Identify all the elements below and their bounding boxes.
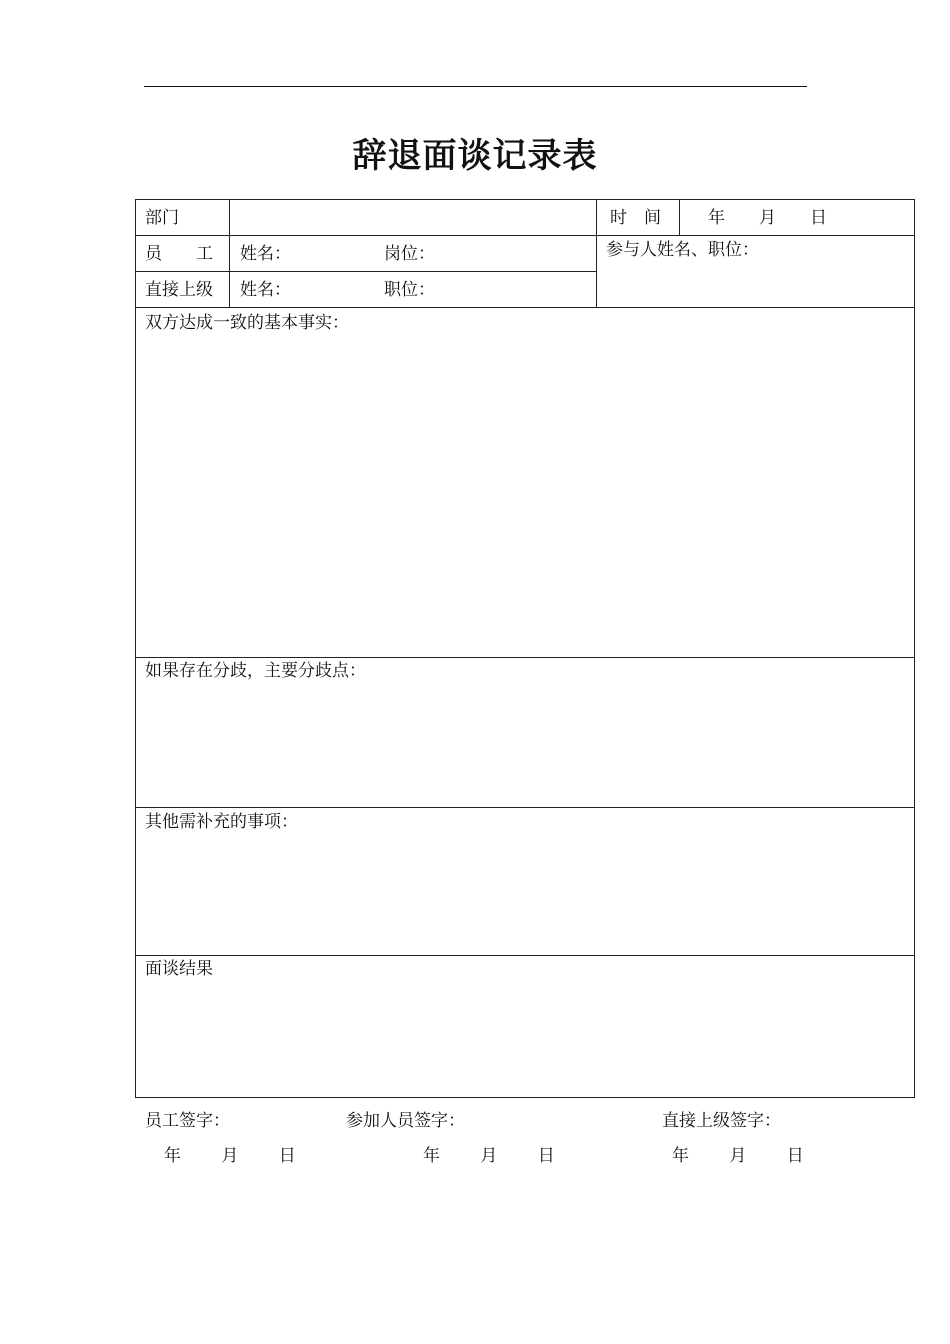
time-label-cell [596, 199, 680, 236]
supervisor-label-cell [135, 271, 230, 308]
participants-cell[interactable] [596, 235, 915, 308]
result-section[interactable] [135, 955, 915, 1098]
dept-label: 部门 [145, 208, 179, 228]
employee-label: 员 工 [145, 244, 213, 264]
result-label: 面谈结果 [145, 959, 213, 979]
employee-post-label: 岗位： [384, 244, 435, 264]
disagreement-label: 如果存在分歧，主要分歧点： [145, 661, 366, 681]
facts-section[interactable] [135, 307, 915, 658]
date-input-cell[interactable] [679, 199, 915, 236]
supplement-section[interactable] [135, 807, 915, 956]
participants-signature-label: 参加人员签字： [346, 1111, 465, 1131]
supervisor-position-label: 职位： [384, 280, 435, 300]
supervisor-info-cell[interactable] [229, 271, 597, 308]
page-title: 辞退面谈记录表 [352, 136, 598, 176]
facts-label: 双方达成一致的基本事实： [145, 313, 349, 333]
supervisor-label: 直接上级 [145, 280, 213, 300]
header-rule [144, 86, 807, 87]
dept-input-cell[interactable] [229, 199, 597, 236]
employee-name-label: 姓名： [240, 244, 291, 264]
interview-date: 年 月 日 [708, 208, 827, 228]
supplement-label: 其他需补充的事项： [145, 812, 298, 832]
supervisor-name-label: 姓名： [240, 280, 291, 300]
employee-info-cell[interactable] [229, 235, 597, 272]
participants-label: 参与人姓名、职位： [606, 240, 759, 260]
employee-signature-label: 员工签字： [145, 1111, 230, 1131]
time-label: 时 间 [610, 208, 661, 228]
employee-label-cell [135, 235, 230, 272]
participants-signature-date: 年 月 日 [423, 1146, 561, 1166]
supervisor-signature-label: 直接上级签字： [662, 1111, 781, 1131]
employee-signature-date: 年 月 日 [164, 1146, 302, 1166]
supervisor-signature-date: 年 月 日 [672, 1146, 810, 1166]
disagreement-section[interactable] [135, 657, 915, 808]
dept-label-cell [135, 199, 230, 236]
